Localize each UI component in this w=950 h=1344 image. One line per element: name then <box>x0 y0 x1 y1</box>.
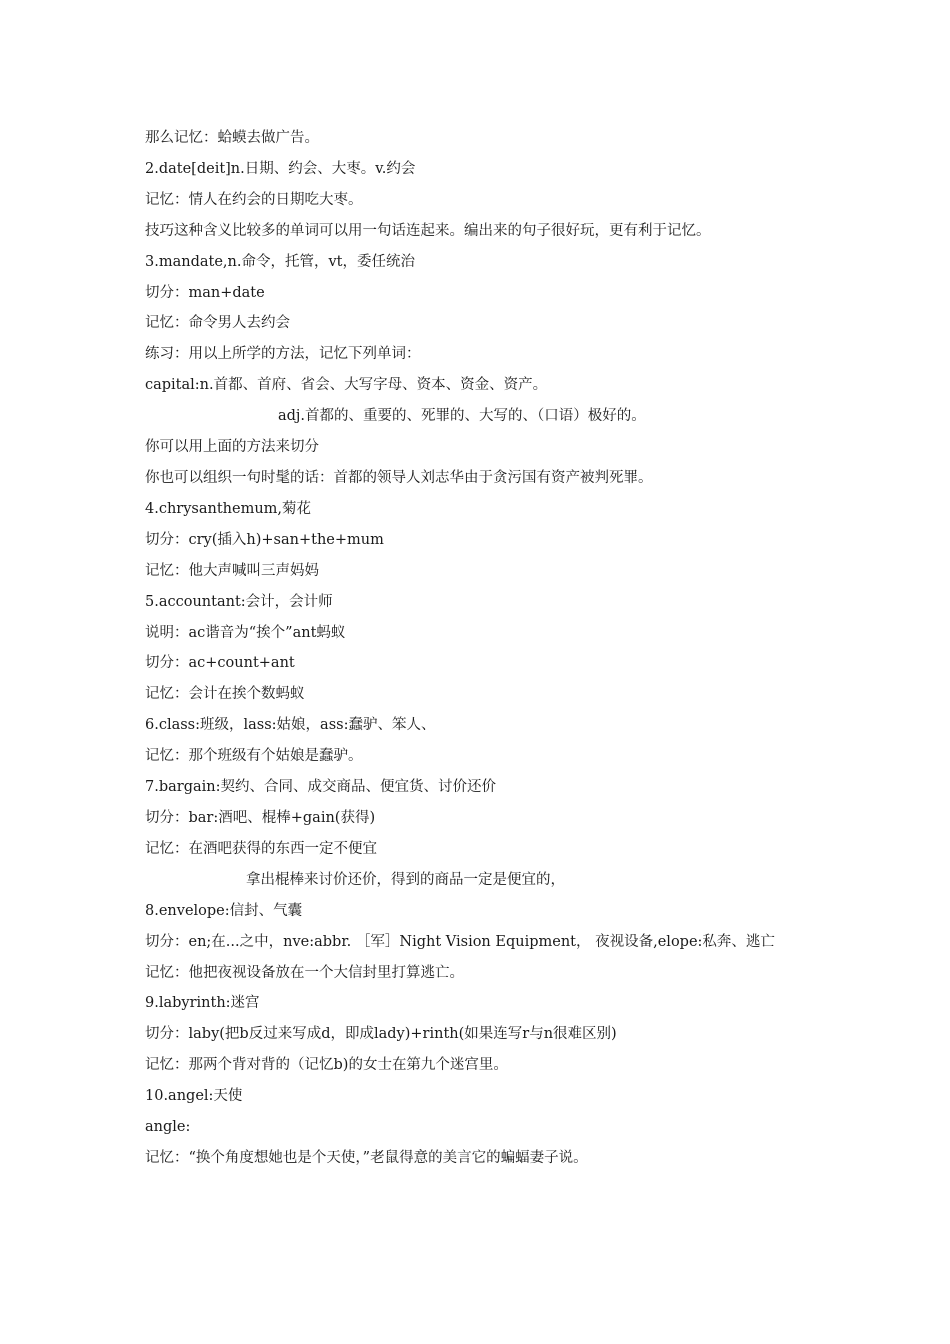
text-line: 记忆：那两个背对背的（记忆b)的女士在第九个迷宫里。 <box>145 1057 508 1074</box>
text-line: 说明：ac谐音为“挨个”ant蚂蚁 <box>145 624 346 641</box>
text-line: 4.chrysanthemum,菊花 <box>145 500 312 517</box>
text-line: 5.accountant:会计，会计师 <box>145 593 333 610</box>
text-line: 那么记忆：蛤蟆去做广告。 <box>145 130 319 146</box>
text-line: 记忆：会计在挨个数蚂蚁 <box>145 686 305 703</box>
text-line: 记忆：他大声喊叫三声妈妈 <box>145 562 319 579</box>
text-line: 切分：man+date <box>145 284 265 301</box>
text-line: 2.date[deit]n.日期、约会、大枣。v.约会 <box>145 160 416 177</box>
text-line: 6.class:班级，lass:姑娘，ass:蠢驴、笨人、 <box>145 717 436 734</box>
text-line: 记忆：在酒吧获得的东西一定不便宜 <box>145 840 377 857</box>
text-line: 你可以用上面的方法来切分 <box>145 439 319 456</box>
text-line: 10.angel:天使 <box>145 1088 243 1105</box>
text-line: 切分：bar:酒吧、棍棒+gain(获得) <box>145 809 376 826</box>
text-line: 记忆：“换个角度想她也是个天使，”老鼠得意的美言它的蝙蝠妻子说。 <box>145 1150 588 1166</box>
text-line-indented: adj.首都的、重要的、死罪的、大写的、（口语）极好的。 <box>278 408 646 425</box>
text-line: 8.envelope:信封、气囊 <box>145 902 303 919</box>
text-line: 技巧这种含义比较多的单词可以用一句话连起来。编出来的句子很好玩，更有利于记忆。 <box>145 222 711 239</box>
text-line: 记忆：情人在约会的日期吃大枣。 <box>145 191 363 208</box>
text-line: angle: <box>145 1119 191 1136</box>
text-line: 切分：ac+count+ant <box>145 655 295 672</box>
text-line: 记忆：他把夜视设备放在一个大信封里打算逃亡。 <box>145 964 464 981</box>
text-line-wrapped: 切分：en;在...之中，nve:abbr. ［军］Night Vision Equipment， 夜视设备,elope:私奔、逃亡 <box>145 933 775 950</box>
text-line: capital:n.首都、首府、省会、大写字母、资本、资金、资产。 <box>145 377 548 394</box>
text-line: 记忆：命令男人去约会 <box>145 315 290 332</box>
text-line: 切分：laby(把b反过来写成d，即成lady)+rinth(如果连写r与n很难区别) <box>145 1026 617 1043</box>
text-line: 你也可以组织一句时髦的话：首都的领导人刘志华由于贪污国有资产被判死罪。 <box>145 469 653 486</box>
text-line: 记忆：那个班级有个姑娘是蠢驴。 <box>145 748 363 765</box>
text-line: 切分：cry(插入h)+san+the+mum <box>145 531 384 548</box>
text-line-indented: 拿出棍棒来讨价还价，得到的商品一定是便宜的， <box>246 871 565 888</box>
document-body <box>145 123 835 1174</box>
text-line: 3.mandate,n.命令，托管，vt，委任统治 <box>145 253 415 270</box>
text-line: 练习：用以上所学的方法，记忆下列单词： <box>145 346 421 363</box>
text-line: 9.labyrinth:迷宫 <box>145 995 260 1012</box>
text-line: 7.bargain:契约、合同、成交商品、便宜货、讨价还价 <box>145 779 496 796</box>
